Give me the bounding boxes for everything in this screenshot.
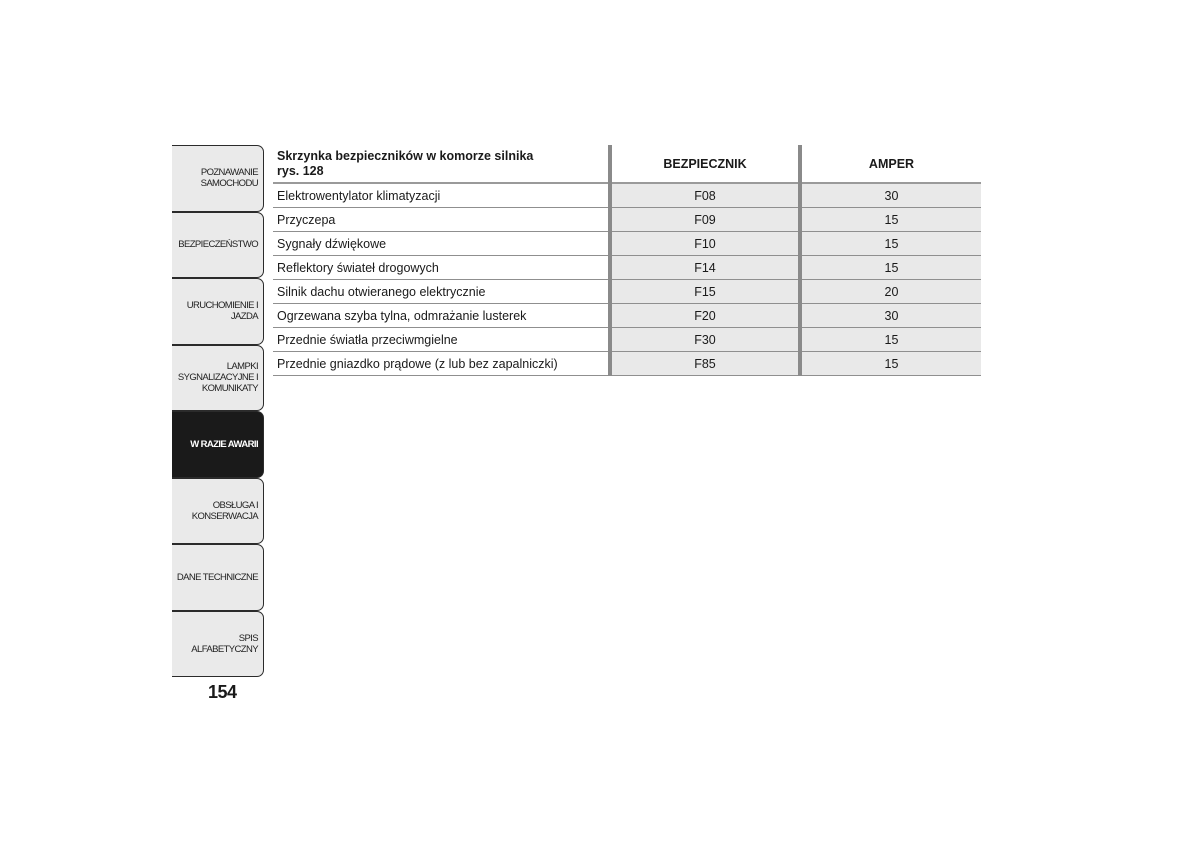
table-row: [273, 183, 981, 208]
fuse-amperage: 15: [800, 328, 981, 352]
table-row: [273, 304, 981, 328]
fuse-amperage: 30: [800, 183, 981, 208]
fuse-code: F30: [610, 328, 800, 352]
fuse-description: Ogrzewana szyba tylna, odmrażanie lusterek: [273, 304, 610, 328]
fuse-code: F08: [610, 183, 800, 208]
fuse-description: Przednie gniazdko prądowe (z lub bez zapalniczki): [273, 352, 610, 376]
fuse-description: Przyczepa: [273, 208, 610, 232]
fuse-amperage: 15: [800, 208, 981, 232]
fuse-description: Sygnały dźwiękowe: [273, 232, 610, 256]
fuse-description: Elektrowentylator klimatyzacji: [273, 183, 610, 208]
fuse-code: F10: [610, 232, 800, 256]
fuse-amperage: 15: [800, 232, 981, 256]
fuse-code: F20: [610, 304, 800, 328]
fuse-description: Przednie światła przeciwmgielne: [273, 328, 610, 352]
fuse-amperage: 15: [800, 256, 981, 280]
fuse-amperage: 30: [800, 304, 981, 328]
page-number: 154: [208, 682, 237, 702]
tab-dane-techniczne[interactable]: DANE TECHNICZNE: [172, 544, 264, 611]
table-row: [273, 280, 981, 304]
tab-spis-alfabetyczny[interactable]: SPIS ALFABETYCZNY: [172, 611, 264, 678]
tab-uruchomienie-i-jazda[interactable]: URUCHOMIENIE I JAZDA: [172, 278, 264, 345]
header-amp: AMPER: [800, 145, 981, 183]
tab-poznawanie-samochodu[interactable]: POZNAWANIE SAMOCHODU: [172, 145, 264, 212]
table-row: [273, 232, 981, 256]
header-fuse: BEZPIECZNIK: [610, 145, 800, 183]
table-row: [273, 256, 981, 280]
fuse-description: Silnik dachu otwieranego elektrycznie: [273, 280, 610, 304]
fuse-code: F14: [610, 256, 800, 280]
fuse-table: [273, 145, 981, 376]
tab-w-razie-awarii[interactable]: W RAZIE AWARII: [172, 411, 264, 478]
table-row: [273, 208, 981, 232]
fuse-code: F15: [610, 280, 800, 304]
fuse-description: Reflektory świateł drogowych: [273, 256, 610, 280]
table-row: [273, 352, 981, 376]
tab-obsluga-i-konserwacja[interactable]: OBSŁUGA I KONSERWACJA: [172, 478, 264, 545]
tab-lampki-sygnalizacyjne[interactable]: LAMPKI SYGNALIZACYJNE I KOMUNIKATY: [172, 345, 264, 412]
table-header-row: [273, 145, 981, 183]
tab-bezpieczenstwo[interactable]: BEZPIECZEŃSTWO: [172, 212, 264, 279]
fuse-amperage: 15: [800, 352, 981, 376]
fuse-code: F09: [610, 208, 800, 232]
header-figure-reference: rys. 128: [277, 163, 324, 178]
header-title: Skrzynka bezpieczników w komorze silnika: [277, 148, 534, 163]
fuse-amperage: 20: [800, 280, 981, 304]
fuse-code: F85: [610, 352, 800, 376]
table-row: [273, 328, 981, 352]
section-tabs: [172, 145, 264, 677]
header-description: [273, 145, 610, 183]
